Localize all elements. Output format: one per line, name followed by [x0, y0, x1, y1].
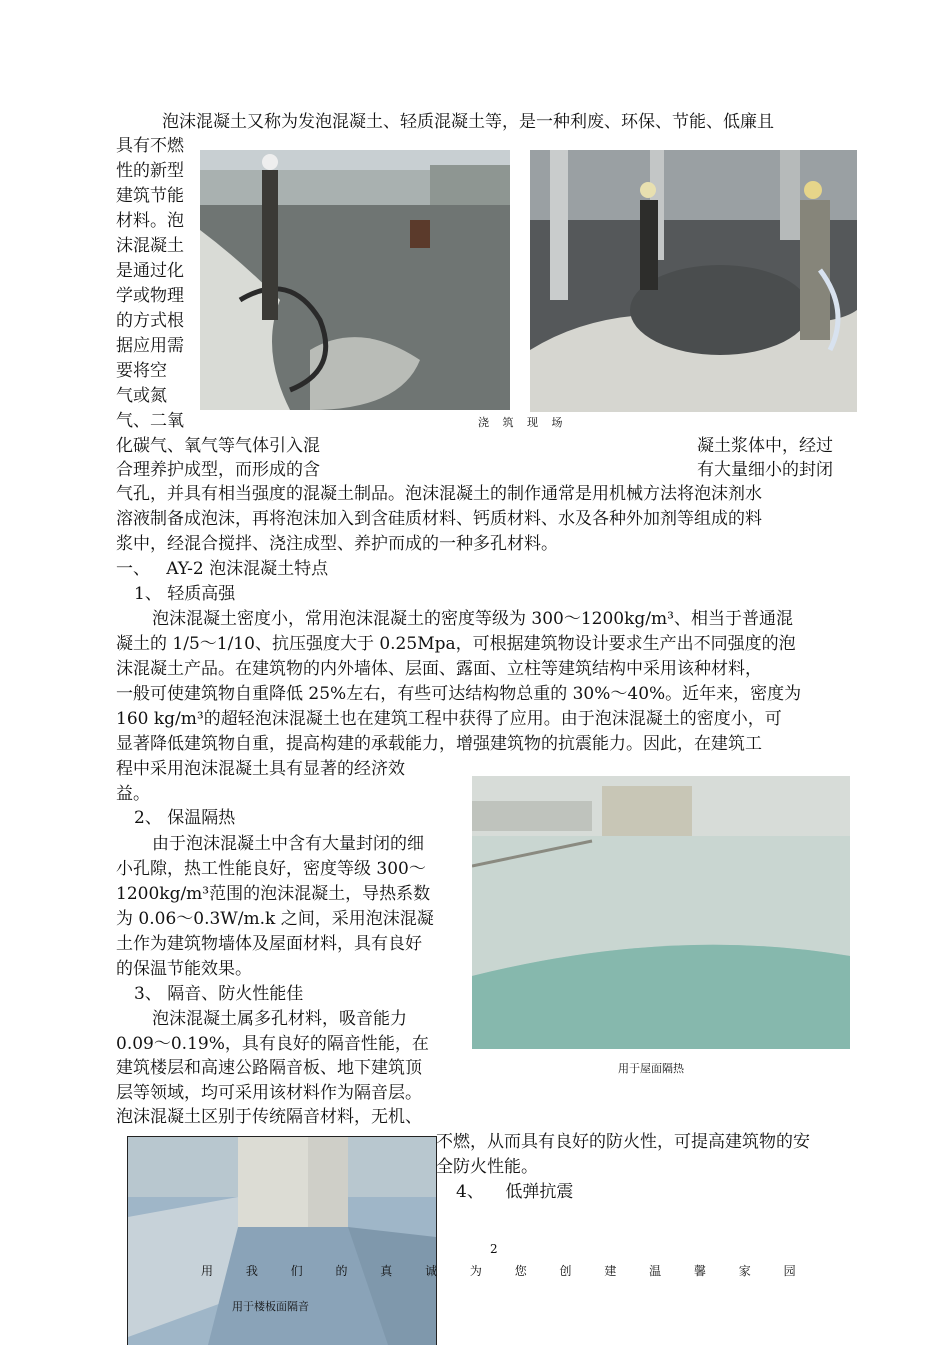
pouring-site-photo-2: [530, 150, 857, 412]
footer-slogan: 用 我 们 的 真 诚 为 您 创 建 温 馨 家 园: [201, 1264, 796, 1278]
intro-left-line-12: 气、二氧: [116, 411, 184, 431]
intro-line-after-a-right: 凝土浆体中，经过: [697, 436, 833, 456]
item3-line-3: 建筑楼层和高速公路隔音板、地下建筑顶: [116, 1058, 422, 1078]
intro-line-after-b-right: 有大量细小的封闭: [697, 460, 833, 480]
item1-line-6: 显著降低建筑物自重，提高构建的承载能力，增强建筑物的抗震能力。因此，在建筑工: [116, 734, 762, 754]
item2-line-5: 土作为建筑物墙体及屋面材料，具有良好: [116, 934, 422, 954]
intro-full-line-2: 溶液制备成泡沫，再将泡沫加入到含硅质材料、钙质材料、水及各种外加剂等组成的料: [116, 509, 762, 529]
roof-caption: 用于屋面隔热: [618, 1062, 684, 1075]
item4-heading: 4、 低弹抗震: [456, 1182, 574, 1202]
intro-left-line-1: 具有不燃: [116, 136, 184, 156]
item2-line-2: 小孔隙，热工性能良好，密度等级 300～: [116, 859, 426, 879]
intro-line-1: 泡沫混凝土又称为发泡混凝土、轻质混凝土等，是一种利废、环保、节能、低廉且: [162, 112, 774, 132]
intro-line-after-a: 化碳气、氧气等气体引入混: [116, 436, 320, 456]
item2-line-6: 的保温节能效果。: [116, 959, 252, 979]
item1-line-5: 160 kg/m³的超轻泡沫混凝土也在建筑工程中获得了应用。由于泡沫混凝土的密度小，可: [116, 709, 782, 729]
intro-full-line-1: 气孔，并具有相当强度的混凝土制品。泡沫混凝土的制作通常是用机械方法将泡沫剂水: [116, 484, 762, 504]
intro-left-line-2: 性的新型: [116, 161, 184, 181]
section-heading: 一、 AY-2 泡沫混凝土特点: [116, 559, 329, 579]
intro-full-line-3: 浆中，经混合搅拌、浇注成型、养护而成的一种多孔材料。: [116, 534, 558, 554]
item3-line-2: 0.09～0.19%，具有良好的隔音性能，在: [116, 1033, 429, 1054]
intro-left-line-3: 建筑节能: [116, 186, 184, 206]
floor-caption: 用于楼板面隔音: [232, 1300, 309, 1313]
intro-left-line-6: 是通过化: [116, 261, 184, 281]
item1-line-1: 泡沫混凝土密度小，常用泡沫混凝土的密度等级为 300～1200kg/m³、相当于普通混: [152, 609, 793, 629]
item3-line-1: 泡沫混凝土属多孔材料，吸音能力: [152, 1009, 407, 1029]
item3-line-4: 层等领域，均可采用该材料作为隔音层。: [116, 1082, 422, 1103]
intro-left-line-10: 要将空: [116, 361, 167, 381]
item1-line-3: 沫混凝土产品。在建筑物的内外墙体、层面、露面、立柱等建筑结构中采用该种材料，: [116, 659, 762, 679]
item1-line-2: 凝土的 1/5～1/10、抗压强度大于 0.25Mpa，可根据建筑物设计要求生产出不同强度的泡: [116, 634, 796, 654]
item1-line-8: 益。: [116, 784, 150, 804]
item3-right-line-2: 全防火性能。: [436, 1157, 538, 1177]
item3-heading: 3、 隔音、防火性能佳: [134, 984, 304, 1004]
item1-line-4: 一般可使建筑物自重降低 25%左右，有些可达结构物总重的 30%～40%。近年来，密度为: [116, 684, 802, 704]
item3-line-5: 泡沫混凝土区别于传统隔音材料，无机、: [116, 1107, 422, 1127]
roof-insulation-photo: [472, 776, 850, 1049]
item1-line-7: 程中采用泡沫混凝土具有显著的经济效: [116, 759, 405, 779]
intro-left-line-8: 的方式根: [116, 311, 184, 331]
item2-line-3: 1200kg/m³范围的泡沫混凝土，导热系数: [116, 884, 431, 904]
item2-heading: 2、 保温隔热: [134, 808, 236, 828]
intro-left-line-9: 据应用需: [116, 336, 184, 356]
intro-left-line-5: 沫混凝土: [116, 236, 184, 256]
pouring-site-photo-1: [200, 150, 510, 410]
intro-left-line-11: 气或氮: [116, 386, 167, 406]
item1-heading: 1、 轻质高强: [134, 584, 236, 604]
intro-left-line-4: 材料。泡: [116, 211, 184, 231]
intro-left-line-7: 学或物理: [116, 286, 184, 306]
item3-right-line-1: 不燃，从而具有良好的防火性，可提高建筑物的安: [436, 1132, 810, 1152]
intro-line-after-b: 合理养护成型，而形成的含: [116, 460, 320, 480]
page-number: 2: [490, 1242, 498, 1256]
item2-line-4: 为 0.06～0.3W/m.k 之间，采用泡沫混凝: [116, 909, 434, 929]
item2-line-1: 由于泡沫混凝土中含有大量封闭的细: [152, 834, 424, 854]
pouring-site-caption: 浇 筑 现 场: [478, 416, 563, 429]
